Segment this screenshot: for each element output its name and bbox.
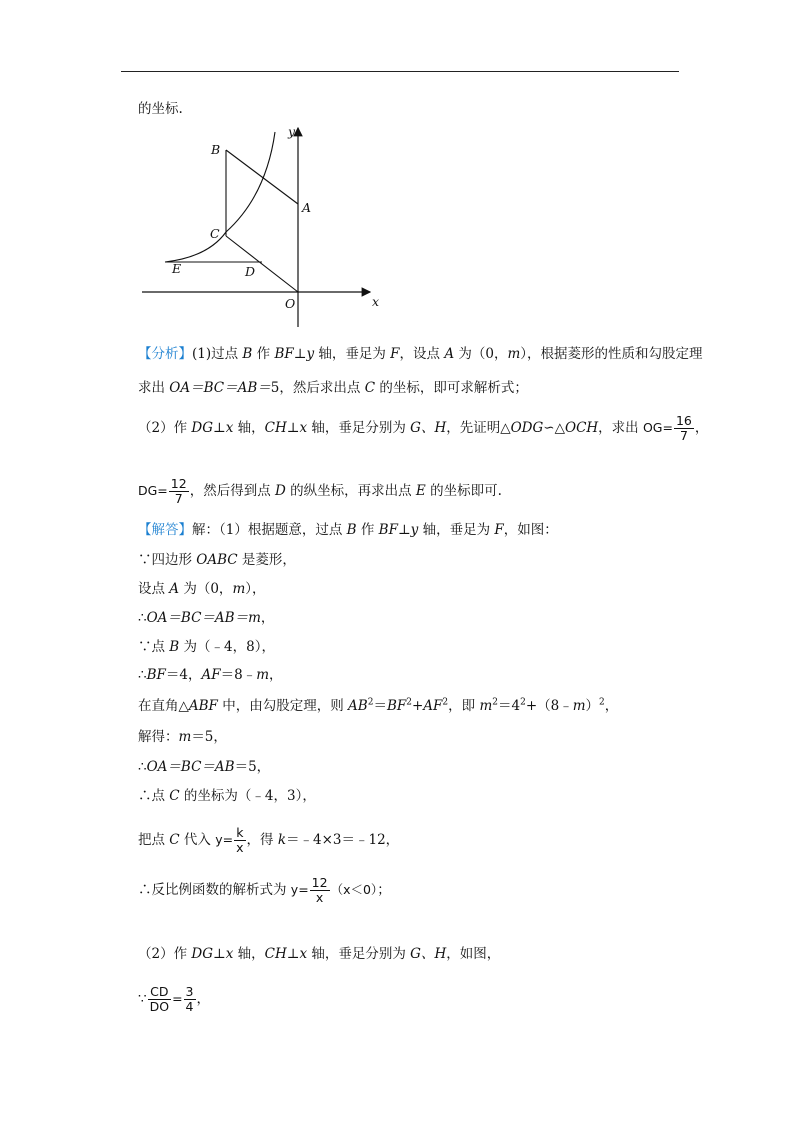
fraction-og: $\frac{16}{7}$ — [675, 413, 692, 443]
solution-line-3: 设点 A 为（0，m）， — [138, 581, 266, 597]
analysis-line-4: DG= $\frac{12}{7}$ ，然后得到点 D 的纵坐标，再求出点 E 的坐标即可. — [138, 476, 502, 506]
analysis-tag: 【分析】 — [138, 346, 192, 362]
header-rule — [121, 71, 679, 72]
solution-line-13: （2）作 DG⊥x 轴，CH⊥x 轴，垂足分别为 G、H，如图， — [138, 946, 501, 962]
solution-line-4: ∴OA＝BC＝AB＝m， — [138, 610, 275, 626]
solution-line-2: ∵四边形 OABC 是菱形， — [138, 552, 296, 568]
geometry-figure — [138, 122, 398, 332]
fraction-cd-over-do: $\frac{CD}{DO}$ — [149, 984, 170, 1014]
solution-line-10: ∴点 C 的坐标为（﹣4，3）， — [138, 788, 316, 804]
label-C: C — [210, 226, 220, 241]
fraction-k-over-x: $\frac{k}{x}$ — [236, 825, 244, 855]
intro-text: 的坐标. — [138, 101, 183, 117]
fraction-12-over-x: $\frac{12}{x}$ — [311, 875, 328, 905]
segment-BA — [226, 150, 298, 204]
analysis-line-1: 【分析】(1)过点 B 作 BF⊥y 轴，垂足为 F，设点 A 为（0，m），根据菱形的性质和勾股定理 — [138, 346, 703, 362]
fraction-dg: $\frac{12}{7}$ — [170, 476, 187, 506]
solution-line-6: ∴BF＝4，AF＝8﹣m， — [138, 667, 283, 683]
label-D: D — [245, 264, 256, 279]
solution-line-5: ∵点 B 为（﹣4，8）， — [138, 639, 275, 655]
solution-line-11: 把点 C 代入 y= $\frac{k}{x}$ ，得 k＝﹣4×3＝﹣12， — [138, 825, 400, 855]
solution-line-1: 【解答】解：（1）根据题意，过点 B 作 BF⊥y 轴，垂足为 F，如图： — [138, 522, 558, 538]
label-O: O — [285, 296, 296, 311]
solution-line-9: ∴OA＝BC＝AB＝5， — [138, 759, 271, 775]
solution-line-14: ∵ $\frac{CD}{DO}$ = $\frac{3}{4}$ ， — [138, 984, 210, 1014]
label-x: x — [372, 294, 380, 309]
label-y: y — [288, 124, 296, 139]
segment-CO — [226, 236, 298, 292]
fraction-3-over-4: $\frac{3}{4}$ — [185, 984, 194, 1014]
label-A: A — [302, 200, 312, 215]
solution-line-12: ∴反比例函数的解析式为 y= $\frac{12}{x}$ （x＜0）； — [138, 875, 391, 905]
label-B: B — [211, 142, 221, 157]
label-E: E — [172, 261, 182, 276]
solution-line-8: 解得：m＝5， — [138, 729, 227, 745]
solution-line-7: 在直角△ABF 中，由勾股定理，则 $AB^2=BF^2+AF^2$，即 $m^2=4^2+(8﹣m)^2$， — [138, 697, 619, 714]
solution-tag: 【解答】 — [138, 522, 192, 538]
analysis-line-2: 求出 OA＝BC＝AB＝5，然后求出点 C 的坐标，即可求解析式； — [138, 380, 528, 396]
analysis-line-3: （2）作 DG⊥x 轴，CH⊥x 轴，垂足分别为 G、H，先证明△ODG∽△OCH，求出 OG= $\frac{16}{7}$ ， — [138, 413, 709, 443]
